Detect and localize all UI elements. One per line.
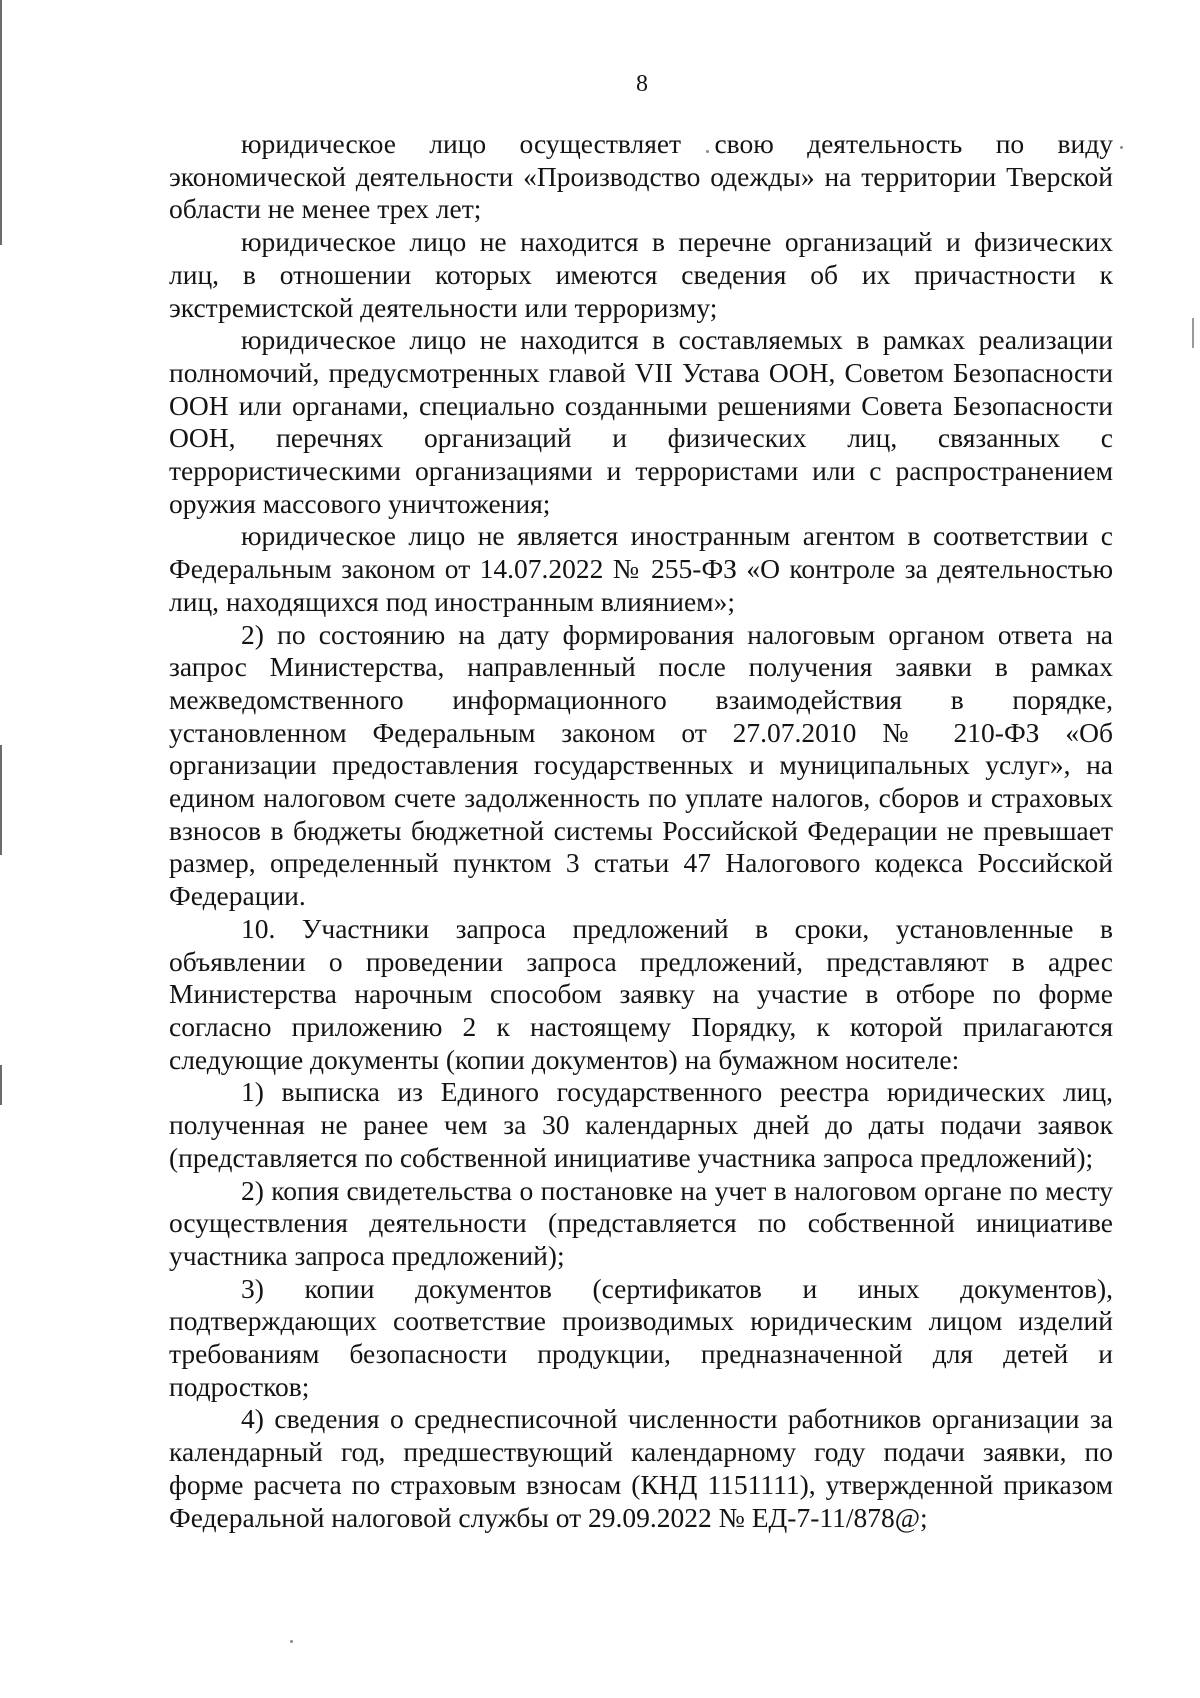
page-number: 8 [636,71,648,97]
paragraph: 4) сведения о среднесписочной численности работников организации за календарный год, предшествующий календарному году подачи заявки, по форме расчета по страховым взносам (КНД 1151111), утвержденной приказом Федеральной налоговой службы от 29.09.2022 № ЕД-7-11/878@; [169,1403,1113,1533]
scan-edge-mark [1192,318,1194,348]
paragraph: 2) по состоянию на дату формирования налоговым органом ответа на запрос Министерства, направленный после получения заявки в рамках межведомственного информационного взаимодействия в порядке, установленном Федеральным законом от 27.07.2010 № 210-ФЗ «Об организации предоставления государственных и муниципальных услуг», на едином налоговом счете задолженность по уплате налогов, сборов и страховых взносов в бюджеты бюджетной системы Российской Федерации не превышает размер, определенный пунктом 3 статьи 47 Налогового кодекса Российской Федерации. [169,618,1113,912]
paragraph: юридическое лицо не находится в перечне организаций и физических лиц, в отношении которых имеются сведения об их причастности к экстремистской деятельности или терроризму; [169,226,1113,323]
scan-speck [290,1640,293,1643]
document-body [169,128,1113,1534]
paragraph: 2) копия свидетельства о постановке на учет в налоговом органе по месту осуществления деятельности (представляется по собственной инициативе участника запроса предложений); [169,1174,1113,1271]
paragraph: 3) копии документов (сертификатов и иных документов), подтверждающих соответствие производимых юридическим лицом изделий требованиям безопасности продукции, предназначенной для детей и подростков; [169,1272,1113,1402]
paragraph: 10. Участники запроса предложений в сроки, установленные в объявлении о проведении запроса предложений, представляют в адрес Министерства нарочным способом заявку на участие в отборе по форме согласно приложению 2 к настоящему Порядку, к которой прилагаются следующие документы (копии документов) на бумажном носителе: [169,912,1113,1075]
scan-speck [1120,146,1123,149]
scan-edge-mark [0,0,2,245]
paragraph: юридическое лицо не является иностранным агентом в соответствии с Федеральным законом от 14.07.2022 № 255-ФЗ «О контроле за деятельностью лиц, находящихся под иностранным влиянием»; [169,520,1113,617]
paragraph: юридическое лицо не находится в составляемых в рамках реализации полномочий, предусмотренных главой VII Устава ООН, Советом Безопасности ООН или органами, специально созданными решениями Совета Безопасности ООН, перечнях организаций и физических лиц, связанных с террористическими организациями и террористами или с распространением оружия массового уничтожения; [169,324,1113,519]
paragraph: 1) выписка из Единого государственного реестра юридических лиц, полученная не ранее чем за 30 календарных дней до даты подачи заявок (представляется по собственной инициативе участника запроса предложений); [169,1076,1113,1173]
scan-edge-mark [0,745,2,855]
scan-edge-mark [0,1065,2,1105]
paragraph: юридическое лицо осуществляет свою деятельность по виду экономической деятельности «Производство одежды» на территории Тверской области не менее трех лет; [169,128,1113,225]
